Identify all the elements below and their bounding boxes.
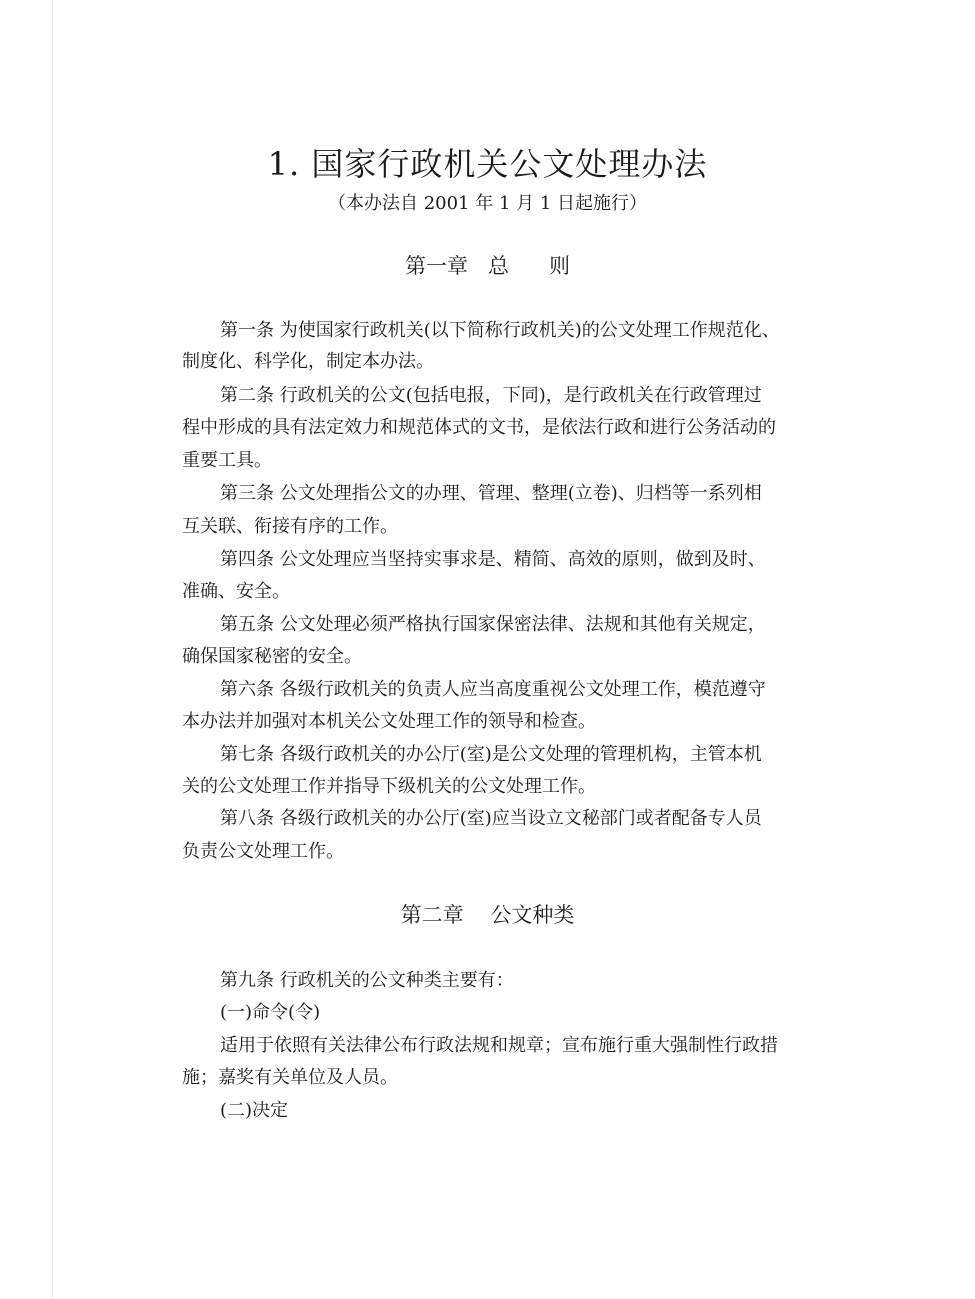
article-5-line-2: 确保国家秘密的安全。 <box>182 646 362 667</box>
article-2-line-1: 第二条 行政机关的公文(包括电报，下同)，是行政机关在行政管理过 <box>220 385 762 406</box>
chapter-2-heading: 第二章 公文种类 <box>400 903 575 927</box>
article-9-line-1: 第九条 行政机关的公文种类主要有： <box>220 970 514 991</box>
article-6-line-2: 本办法并加强对本机关公文处理工作的领导和检查。 <box>182 711 596 732</box>
article-2-line-2: 程中形成的具有法定效力和规范体式的文书，是依法行政和进行公务活动的 <box>182 417 776 438</box>
article-4-line-1: 第四条 公文处理应当坚持实事求是、精简、高效的原则，做到及时、 <box>220 549 766 570</box>
article-8-line-1: 第八条 各级行政机关的办公厅(室)应当设立文秘部门或者配备专人员 <box>220 808 762 829</box>
item-1-heading: (一)命令(令) <box>220 1002 321 1023</box>
article-7-line-2: 关的公文处理工作并指导下级机关的公文处理工作。 <box>182 776 596 797</box>
article-4-line-2: 准确、安全。 <box>182 581 290 602</box>
item-1-desc-line-1: 适用于依照有关法律公布行政法规和规章；宣布施行重大强制性行政措 <box>220 1035 778 1056</box>
article-1-line-2: 制度化、科学化，制定本办法。 <box>182 351 434 372</box>
article-6-line-1: 第六条 各级行政机关的负责人应当高度重视公文处理工作，模范遵守 <box>220 679 766 700</box>
article-7-line-1: 第七条 各级行政机关的办公厅(室)是公文处理的管理机构，主管本机 <box>220 744 762 765</box>
item-2-heading: (二)决定 <box>220 1100 289 1121</box>
chapter-1-heading: 第一章 总 则 <box>404 254 571 278</box>
article-3-line-1: 第三条 公文处理指公文的办理、管理、整理(立卷)、归档等一系列相 <box>220 483 762 504</box>
article-1-line-1: 第一条 为使国家行政机关(以下简称行政机关)的公文处理工作规范化、 <box>220 320 780 341</box>
article-5-line-1: 第五条 公文处理必须严格执行国家保密法律、法规和其他有关规定， <box>220 614 766 635</box>
article-3-line-2: 互关联、衔接有序的工作。 <box>182 516 398 537</box>
article-2-line-3: 重要工具。 <box>182 450 272 471</box>
document-subtitle: （本办法自 2001 年 1 月 1 日起施行） <box>327 193 648 214</box>
document-title: 1. 国家行政机关公文处理办法 <box>267 145 708 183</box>
item-1-desc-line-2: 施；嘉奖有关单位及人员。 <box>182 1067 398 1088</box>
article-8-line-2: 负责公文处理工作。 <box>182 841 344 862</box>
